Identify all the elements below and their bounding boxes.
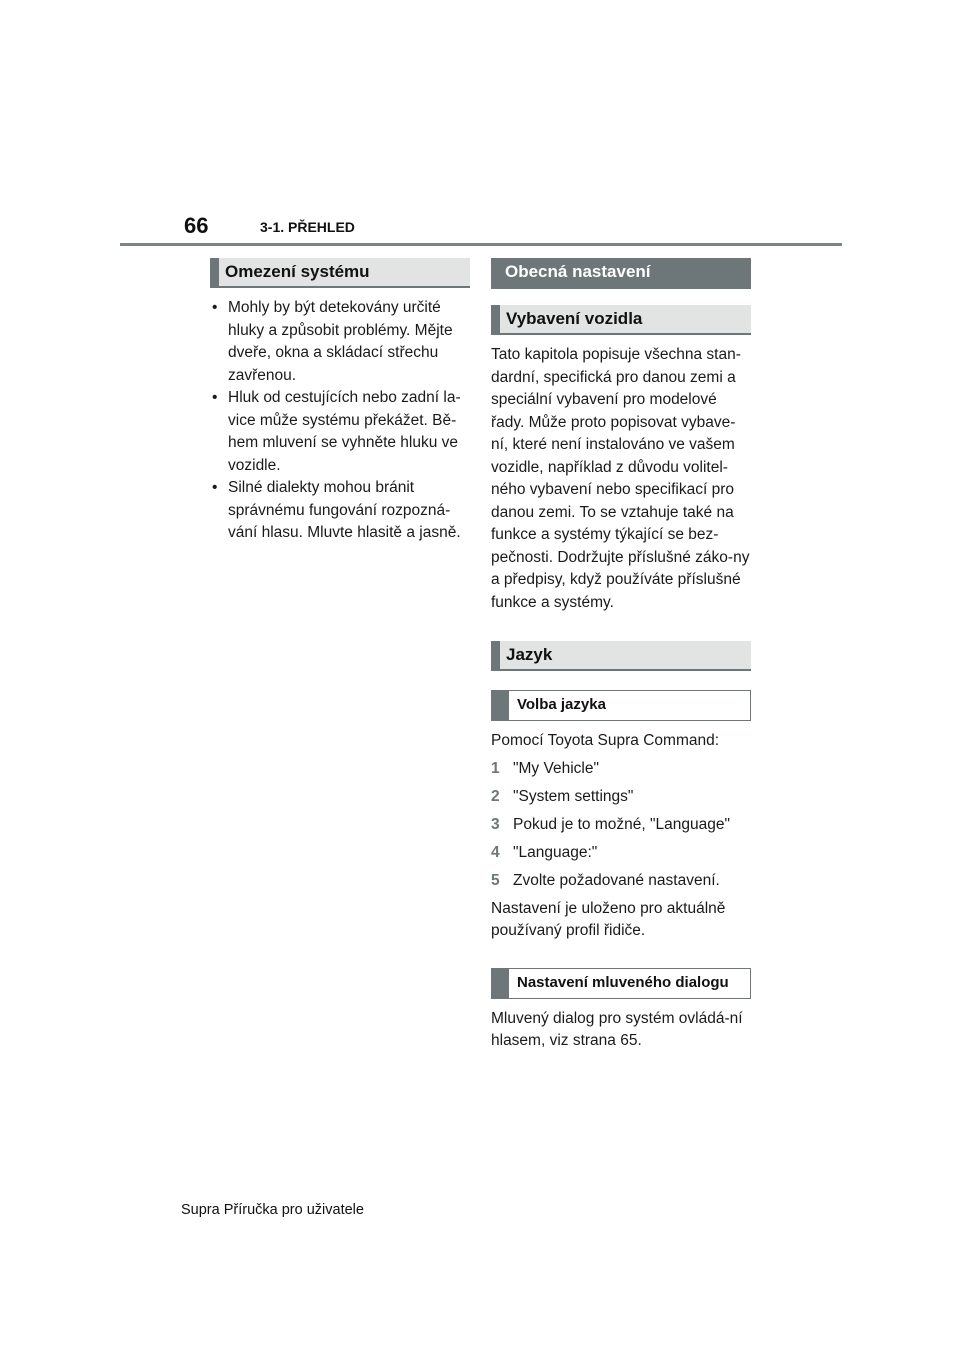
footer-text: Supra Příručka pro uživatele [181, 1202, 364, 1218]
language-note: Nastavení je uloženo pro aktuálně používaný profil řidiče. [491, 899, 726, 939]
step-text: Zvolte požadované nastavení. [513, 871, 720, 889]
step-item [491, 842, 751, 865]
step-number: 2 [491, 787, 500, 805]
step-item [491, 870, 751, 893]
step-number: 1 [491, 759, 500, 777]
list-item: • Silné dialekty mohou bránit správnému fungování rozpozná-vání hlasu. Mluvte hlasitě a jasně. [210, 477, 470, 545]
section-heading-language: Jazyk [491, 641, 751, 671]
step-text: "System settings" [513, 787, 634, 805]
step-item [491, 814, 751, 837]
step-text: Pokud je to možné, "Language" [513, 815, 730, 833]
step-text: "My Vehicle" [513, 759, 599, 777]
step-number: 5 [491, 871, 500, 889]
step-number: 3 [491, 815, 500, 833]
left-column [210, 258, 470, 545]
language-intro: Pomocí Toyota Supra Command: [491, 732, 720, 749]
list-item: • Mohly by být detekovány určité hluky a způsobit problémy. Mějte dveře, okna a skládací střechu zavřenou. [210, 297, 470, 387]
chapter-title: 3-1. PŘEHLED [260, 219, 355, 235]
page-number: 66 [184, 213, 209, 238]
section-heading-system-limits: Omezení systému [210, 258, 470, 288]
right-column [491, 258, 751, 1053]
header-rule [120, 243, 842, 246]
subheading-voice-dialog: Nastavení mluveného dialogu [491, 968, 751, 999]
vehicle-equipment-text: Tato kapitola popisuje všechna stan-dardní, specifická pro danou zemi a speciální vybavení pro modelové řady. Může proto popisovat vybave-ní, které není instalováno ve vašem vozidle, například z důvodu volitel-ného vybavení nebo specifikací pro danou zemi. To se vztahuje také na funkce a systémy týkající se bez-pečnosti. Dodržujte příslušné záko-ny a předpisy, když používáte příslušné funkce a systémy. [491, 346, 750, 611]
step-item [491, 758, 751, 781]
subheading-language-choice: Volba jazyka [491, 690, 751, 721]
language-steps [491, 758, 751, 893]
section-title-general-settings: Obecná nastavení [491, 258, 751, 289]
voice-dialog-text: Mluvený dialog pro systém ovládá-ní hlasem, viz strana 65. [491, 1009, 743, 1049]
step-item [491, 786, 751, 809]
section-heading-vehicle-equipment: Vybavení vozidla [491, 305, 751, 335]
list-item: • Hluk od cestujících nebo zadní la-vice může systému překážet. Bě-hem mluvení se vyhněte hluku ve vozidle. [210, 387, 470, 477]
step-text: "Language:" [513, 843, 598, 861]
step-number: 4 [491, 843, 500, 861]
limits-list [210, 297, 470, 545]
